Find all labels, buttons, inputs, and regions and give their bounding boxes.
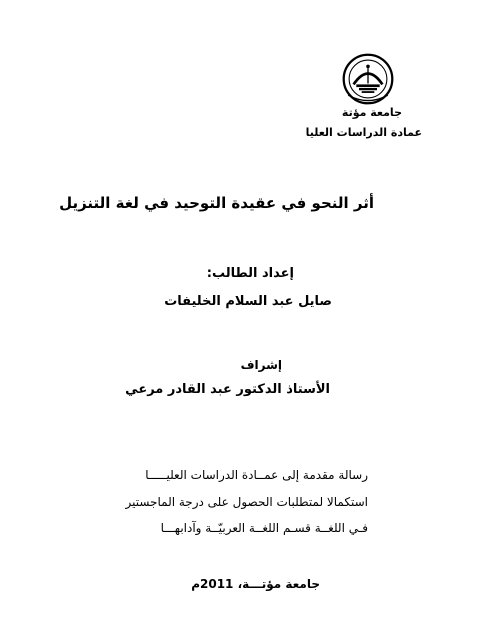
mutah-university-seal-icon — [341, 52, 395, 106]
logo-block — [328, 52, 408, 106]
supervisor-name: الأستاذ الدكتور عبد القادر مرعي — [125, 382, 330, 397]
thesis-title: أثر النحو في عقيدة التوحيد في لغة التنزيل — [59, 194, 374, 212]
footer-date: جامعة مؤتـــة، 2011م — [191, 577, 320, 591]
student-label: إعداد الطالب: — [206, 266, 294, 281]
statement-line: رسالة مقدمة إلى عمــادة الدراسات العليـــــا — [145, 468, 368, 482]
supervision-label: إشراف — [240, 358, 282, 372]
statement-line: استكمالا لمتطلبات الحصول على درجة الماجستير — [125, 495, 368, 509]
university-name: جامعة مؤتة — [341, 106, 402, 119]
statement-line: فـي اللغــة قسـم اللغــة العربيّــة وآدابهـــا — [160, 521, 368, 535]
deanship-name: عمادة الدراسات العليا — [305, 126, 422, 139]
student-name: صايل عبد السلام الخليفات — [164, 294, 332, 309]
